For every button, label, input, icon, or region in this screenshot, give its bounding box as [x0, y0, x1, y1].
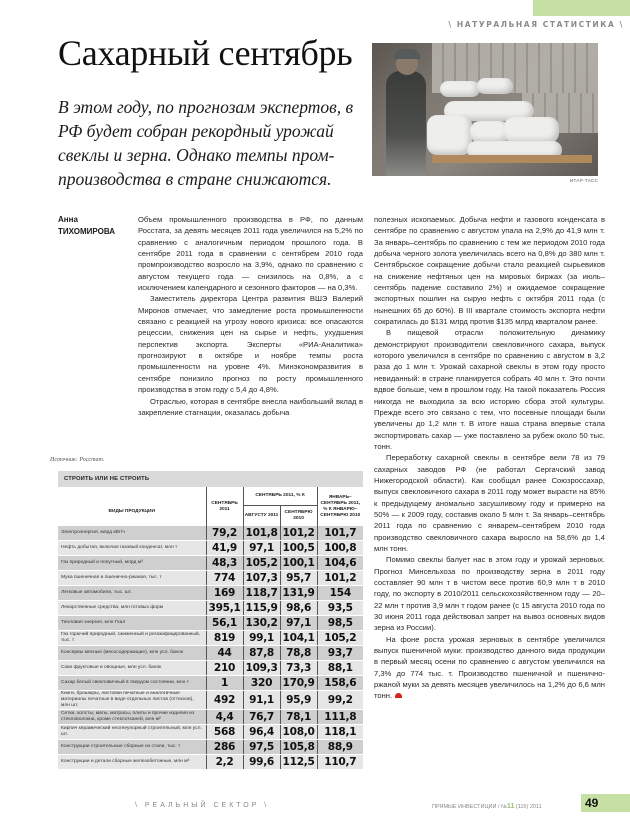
cell-aug2011: 101,8 — [243, 526, 280, 541]
cell-aug2011: 97,1 — [243, 541, 280, 556]
cell-sep2010: 100,5 — [280, 541, 317, 556]
cell-aug2011: 99,1 — [243, 631, 280, 646]
cell-name: Электроэнергия, млрд кВт/ч — [58, 526, 206, 541]
paragraph: полезных ископаемых. Добыча нефти и газового конденсата в сентябре по сравнению с августом упала на 2,9% до 41,9 млн т. За январь–сентябрь по сравнению с тем же периодом 2010 года добыча черного золота увеличилась всего на 0,8% до 380 млн т. Сентябрьское сокращение добычи стало реакцией сырьевиков на снижение нефтяных цен на мировых биржах (за июль–сентябрь падение составило 2%) и ожидаемое сокращение экспортных пошлин на сырую нефть с октября 2011 года (с нынешних 65 до 60%). В III квартале стоимость экспорта нефти сократилась до $131 млрд против $135 млрд кварталом ранее. — [374, 215, 605, 327]
cell-sep2010: 108,0 — [280, 725, 317, 740]
author-last-name: ТИХОМИРОВА — [58, 227, 116, 236]
cell-aug2011: 109,3 — [243, 661, 280, 676]
cell-aug2011: 91,1 — [243, 691, 280, 710]
cell-sep2011: 568 — [206, 725, 243, 740]
accent-bar — [533, 0, 630, 16]
cell-name: Соки фруктовые и овощные, млн усл. банок — [58, 661, 206, 676]
cell-aug2011: 107,3 — [243, 571, 280, 586]
cell-name: Сахар белый свекловичный в твердом состоянии, млн т — [58, 676, 206, 691]
paragraph: В пищевой отрасли положительную динамику демонстрируют производители свекловичного сахара, выпуск которого увеличился в сентябре по сравнению с августом в 3,2 раза до 1 млн т. Урожай сахарной свеклы в этом году просто невиданный: в стране планируется собрать 40 млн т. Это почти вдвое больше, чем в прошлом году. На такой показатель Россия никогда не выходила за всю историю сбора этой культуры. Прежде всего это связано с тем, что посевные площади были увеличены до 1,2 млн т. В итоге наша страна впервые стала экспортировать сахар — уже поставлено за рубеж около 50 тыс. тонн. — [374, 328, 605, 451]
table-row — [58, 541, 363, 556]
cell-sep2011: 44 — [206, 646, 243, 661]
author-first-name: Анна — [58, 215, 78, 224]
cell-aug2011: 118,7 — [243, 586, 280, 601]
cell-aug2011: 96,4 — [243, 725, 280, 740]
cell-aug2011: 87,8 — [243, 646, 280, 661]
cell-sep2011: 41,9 — [206, 541, 243, 556]
cell-sep2010: 105,8 — [280, 740, 317, 755]
paragraph: Объем промышленного производства в РФ, по данным Росстата, за девять месяцев 2011 года увеличился на 5,2% по сравнению с аналогичным периодом прошлого года. В сентябре 2011 года в сравнении с сентябрем 2010 года промпроизводство возросло на 3,9%, однако по сравнению с августом текущего года — снизилось на 0,8%, а с исключением календарного и сезонного факторов — на 0,3%. — [138, 215, 363, 293]
cell-sep2010: 170,9 — [280, 676, 317, 691]
article-photo — [372, 43, 598, 176]
cell-janSep: 88,9 — [317, 740, 363, 755]
paragraph: Помимо свеклы балует нас в этом году и урожай зерновых. Прогноз Минсельхоза по производству зерна в 2011 году составляет 90 млн т в чистом весе против 60,9 млн т в 2010 году, по экспорту в 2010/2011 сельскохозяйственном году — 20–22 млн т против 3,9 млн т годом ранее (с 15 августа 2010 года по 30 июня 2011 года действовал запрет на вывоз основных видов зерна из России). — [374, 555, 605, 633]
cell-sep2010: 97,1 — [280, 616, 317, 631]
cell-janSep: 101,2 — [317, 571, 363, 586]
article-column-1 — [138, 214, 363, 418]
source-note: Источник: Росстат. — [50, 457, 105, 463]
cell-name: Книги, брошюры, листовки печатные и аналогичные материалы печатные в виде отдельных листов (оттисков), млн шт. — [58, 691, 206, 710]
cell-janSep: 101,7 — [317, 526, 363, 541]
table-row — [58, 676, 363, 691]
cell-name: Газ природный и попутный, млрд м³ — [58, 556, 206, 571]
table-row — [58, 740, 363, 755]
cell-name: Нефть добытая, включая газовый конденсат, млн т — [58, 541, 206, 556]
cell-sep2011: 48,3 — [206, 556, 243, 571]
cell-sep2011: 56,1 — [206, 616, 243, 631]
table-row — [58, 691, 363, 710]
cell-janSep: 111,8 — [317, 710, 363, 725]
cell-sep2011: 79,2 — [206, 526, 243, 541]
cell-aug2011: 76,7 — [243, 710, 280, 725]
cell-sep2010: 131,9 — [280, 586, 317, 601]
article-lead: В этом году, по прогнозам экспертов, в РФ будет собран рекордный урожай свеклы и зерна. Однако темпы промпроизводства в стране снижаются. — [58, 97, 354, 189]
cell-name: Легковые автомобили, тыс. шт. — [58, 586, 206, 601]
cell-sep2010: 104,1 — [280, 631, 317, 646]
cell-sep2010: 95,7 — [280, 571, 317, 586]
table-row — [58, 755, 363, 770]
data-table — [58, 471, 363, 770]
cell-sep2010: 95,9 — [280, 691, 317, 710]
cell-sep2010: 101,2 — [280, 526, 317, 541]
table-row — [58, 586, 363, 601]
table-row — [58, 661, 363, 676]
cell-janSep: 154 — [317, 586, 363, 601]
cell-sep2011: 286 — [206, 740, 243, 755]
footer-section: \ РЕАЛЬНЫЙ СЕКТОР \ — [135, 802, 270, 809]
cell-janSep: 88,1 — [317, 661, 363, 676]
table-row — [58, 526, 363, 541]
cell-sep2010: 73,3 — [280, 661, 317, 676]
footer-magazine: ПРЯМЫЕ ИНВЕСТИЦИИ / №11 (115) 2011 — [432, 803, 542, 810]
header-aug2011: АВГУСТУ 2011 — [243, 506, 280, 527]
author — [58, 214, 115, 238]
table-row — [58, 571, 363, 586]
cell-name: Лекарственные средства, млн готовых форм — [58, 601, 206, 616]
cell-sep2010: 98,6 — [280, 601, 317, 616]
table-row — [58, 710, 363, 725]
header-jan-sep: ЯНВАРЬ–СЕНТЯБРЬ 2011, % К ЯНВАРЮ–СЕНТЯБРЮ 2010 — [317, 487, 363, 526]
cell-sep2010: 78,8 — [280, 646, 317, 661]
page-number: 49 — [585, 796, 599, 810]
cell-janSep: 93,5 — [317, 601, 363, 616]
cell-aug2011: 115,9 — [243, 601, 280, 616]
cell-janSep: 93,7 — [317, 646, 363, 661]
paragraph: Отраслью, которая в сентябре внесла наибольший вклад в закрепление стагнации, оказалась добыча — [138, 396, 363, 417]
cell-name: Мука пшеничная и пшенично-ржаная, тыс. т — [58, 571, 206, 586]
cell-aug2011: 97,5 — [243, 740, 280, 755]
cell-janSep: 104,6 — [317, 556, 363, 571]
paragraph: На фоне роста урожая зерновых в сентябре увеличился выпуск пшеничной муки: производство данного вида продукции в первый месяц осени по сравнению с августом увеличился на 7,3% до 774 тыс. т. Производство пшеничной и пшенично-ржаной муки за девять месяцев увеличилось на 1,2% до 6,6 млн тонн. — [374, 634, 605, 701]
cell-janSep: 158,6 — [317, 676, 363, 691]
cell-sep2010: 100,1 — [280, 556, 317, 571]
cell-aug2011: 99,6 — [243, 755, 280, 770]
header-sep2011: СЕНТЯБРЬ 2011 — [206, 487, 243, 526]
cell-sep2011: 169 — [206, 586, 243, 601]
cell-sep2010: 112,5 — [280, 755, 317, 770]
cell-sep2011: 774 — [206, 571, 243, 586]
article-title: Сахарный сентябрь — [58, 33, 353, 73]
cell-sep2011: 395,1 — [206, 601, 243, 616]
cell-janSep: 100,8 — [317, 541, 363, 556]
cell-aug2011: 320 — [243, 676, 280, 691]
cell-aug2011: 130,2 — [243, 616, 280, 631]
cell-janSep: 99,2 — [317, 691, 363, 710]
photo-credit: ИТАР-ТАСС — [569, 178, 598, 183]
cell-name: Консервы мясные (мясосодержащие), млн усл. банок — [58, 646, 206, 661]
article-column-2 — [374, 214, 605, 702]
cell-sep2011: 2,2 — [206, 755, 243, 770]
table-title: СТРОИТЬ ИЛИ НЕ СТРОИТЬ — [58, 471, 363, 487]
paragraph: Заместитель директора Центра развития ВШЭ Валерий Миронов отмечает, что замедление роста промышленности связано с реакцией на угрозу нового кризиса: все опасаются рецессии, снижения цен на сырье и нефть, ухудшения перспектив экспорта. Эксперты «РИА-Аналитика» прогнозируют в октябре и ноябре темпы роста промышленности на уровне 4%. Минэкономразвития в сентябре понизило прогноз по росту промышленного производства в этом году с 5,4 до 4,8%. — [138, 294, 363, 395]
cell-sep2011: 1 — [206, 676, 243, 691]
cell-name: Сетки, холсты, маты, матрасы, плиты и прочие изделия из стекловолокна, кроме стеклотканей, млн м² — [58, 710, 206, 725]
header-group: СЕНТЯБРЬ 2011, % К — [243, 487, 317, 506]
issue-number: 11 — [506, 803, 515, 810]
paragraph: Переработку сахарной свеклы в сентябре вели 78 из 79 сахарных заводов РФ (не работал Сергачский завод Нижегородской области). Как сообщал ранее Союзроссахар, выпуск свекловичного сахара в 2011 году может вырасти на 85% к предыдущему аномально засушливому году и примерно на 50% — к 2009 году, составив около 5 млн т. За январь–сентябрь 2011 года по сравнению с январем–сентябрем 2010 года производство свекловичного сахара выросло на 58,6% до 1,4 млн тонн. — [374, 453, 605, 553]
cell-janSep: 98,5 — [317, 616, 363, 631]
cell-name: Конструкции и детали сборные железобетонные, млн м³ — [58, 755, 206, 770]
cell-sep2011: 819 — [206, 631, 243, 646]
table-row — [58, 616, 363, 631]
cell-janSep: 110,7 — [317, 755, 363, 770]
table-row — [58, 725, 363, 740]
table-row — [58, 556, 363, 571]
table-row — [58, 601, 363, 616]
cell-name: Газ горючий природный, сжиженный и регазифицированный, тыс. т — [58, 631, 206, 646]
section-tag: \ НАТУРАЛЬНАЯ СТАТИСТИКА \ — [448, 20, 624, 29]
end-of-article-icon — [395, 693, 402, 698]
header-sep2010: СЕНТЯБРЮ 2010 — [280, 506, 317, 527]
cell-sep2011: 492 — [206, 691, 243, 710]
cell-name: Кирпич керамический неогнеупорный строительный, млн усл. шт. — [58, 725, 206, 740]
cell-name: Тепловая энергия, млн Гкал — [58, 616, 206, 631]
table-row — [58, 646, 363, 661]
header-product: ВИДЫ ПРОДУКЦИИ — [58, 487, 206, 526]
cell-janSep: 105,2 — [317, 631, 363, 646]
cell-name: Конструкции строительные сборные из стали, тыс. т — [58, 740, 206, 755]
cell-sep2011: 210 — [206, 661, 243, 676]
cell-aug2011: 105,2 — [243, 556, 280, 571]
cell-sep2011: 4,4 — [206, 710, 243, 725]
cell-sep2010: 78,1 — [280, 710, 317, 725]
table-row — [58, 631, 363, 646]
cell-janSep: 118,1 — [317, 725, 363, 740]
